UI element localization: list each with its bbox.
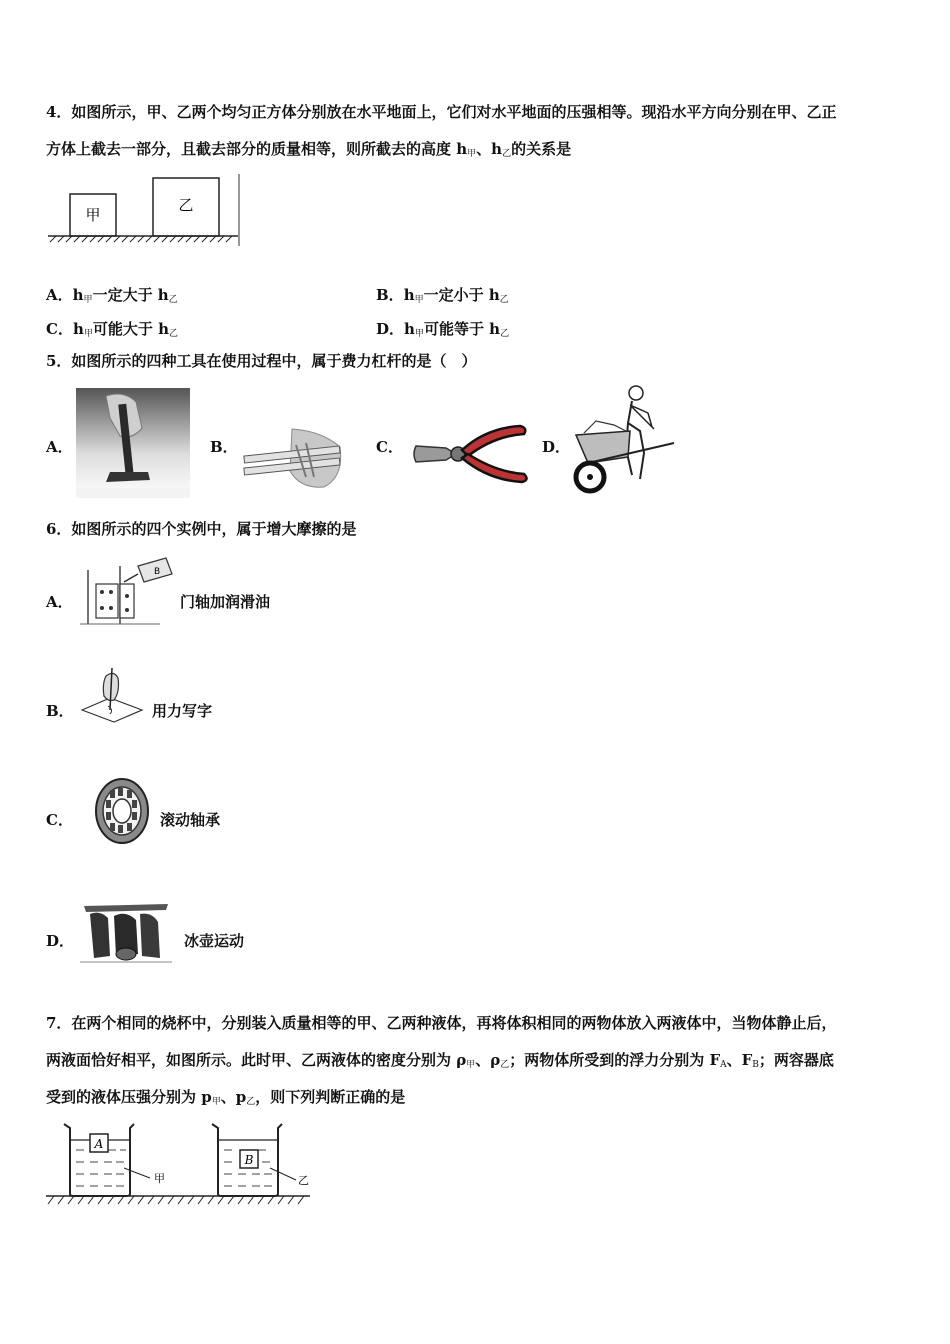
- q5-option-b-label[interactable]: B．: [210, 438, 238, 456]
- q7-stem-line3: 受到的液体压强分别为 $p_甲$、$p_乙$，则下列判断正确的是: [46, 1088, 406, 1107]
- door-hinge-oil-image[interactable]: [80, 556, 176, 628]
- tool-b-image[interactable]: [240, 425, 348, 491]
- q5-option-c-label[interactable]: C．: [376, 438, 403, 456]
- q6-option-d-text: 冰壶运动: [184, 932, 245, 950]
- q6-option-b-text: 用力写字: [152, 702, 213, 720]
- q4-option-a[interactable]: A．$h_甲$一定大于 $h_乙$: [46, 286, 178, 305]
- cube-jia-label: 甲: [85, 206, 101, 224]
- liquid-jia-label: 甲: [154, 1172, 165, 1185]
- pliers-image[interactable]: [412, 420, 530, 490]
- q7-stem-line1: 7．在两个相同的烧杯中，分别装入质量相等的甲、乙两种液体，再将体积相同的两物体放入两液体中，当物体静止后，: [46, 1014, 837, 1032]
- svg-text:B: B: [154, 567, 161, 577]
- q4-stem-line1: 4．如图所示，甲、乙两个均匀正方体分别放在水平地面上，它们对水平地面的压强相等。现沿水平方向分别在甲、乙正: [46, 103, 837, 121]
- hammer-image[interactable]: [76, 388, 190, 498]
- q6-option-d-label[interactable]: D．: [46, 932, 75, 950]
- roller-bearing-image[interactable]: [90, 776, 152, 846]
- curling-image[interactable]: [80, 896, 172, 968]
- q4-stem-line2: 方体上截去一部分，且截去部分的质量相等，则所截去的高度 $h_甲$、$h_乙$的关系是: [46, 140, 572, 159]
- ground-hatch: [48, 1196, 304, 1204]
- q7-figure-beakers: [44, 1120, 312, 1210]
- wheelbarrow-image[interactable]: [570, 383, 684, 495]
- q4-figure-cubes: [46, 172, 242, 248]
- q5-stem: 5．如图所示的四种工具在使用过程中，属于费力杠杆的是（ ）: [46, 352, 477, 370]
- object-b-label: B: [244, 1153, 254, 1167]
- q6-option-a-label[interactable]: A．: [46, 593, 73, 611]
- q6-option-c-label[interactable]: C．: [46, 811, 73, 829]
- q5-option-d-label[interactable]: D．: [542, 438, 571, 456]
- q4-option-c[interactable]: C．$h_甲$可能大于 $h_乙$: [46, 320, 179, 339]
- ground-hatch: [50, 236, 232, 242]
- beaker-yi: [212, 1124, 309, 1196]
- writing-hand-image[interactable]: [80, 666, 146, 722]
- q5-option-a-label[interactable]: A．: [46, 438, 73, 456]
- q6-option-a-text: 门轴加润滑油: [180, 593, 271, 611]
- q7-stem-line2: 两液面恰好相平，如图所示。此时甲、乙两液体的密度分别为 $\rho_甲$、$\rho_乙$；两物体所受到的浮力分别为 $F_A$、$F_B$；两容器底: [46, 1051, 834, 1070]
- q6-stem: 6．如图所示的四个实例中，属于增大摩擦的是: [46, 520, 357, 538]
- object-a-label: A: [94, 1137, 104, 1151]
- q6-option-b-label[interactable]: B．: [46, 702, 74, 720]
- beaker-jia: [64, 1124, 165, 1196]
- q4-option-d[interactable]: D．$h_甲$可能等于 $h_乙$: [376, 320, 510, 339]
- q6-option-c-text: 滚动轴承: [160, 811, 221, 829]
- cube-yi-label: 乙: [178, 196, 194, 214]
- q4-option-b[interactable]: B．$h_甲$一定小于 $h_乙$: [376, 286, 509, 305]
- liquid-yi-label: 乙: [298, 1174, 309, 1187]
